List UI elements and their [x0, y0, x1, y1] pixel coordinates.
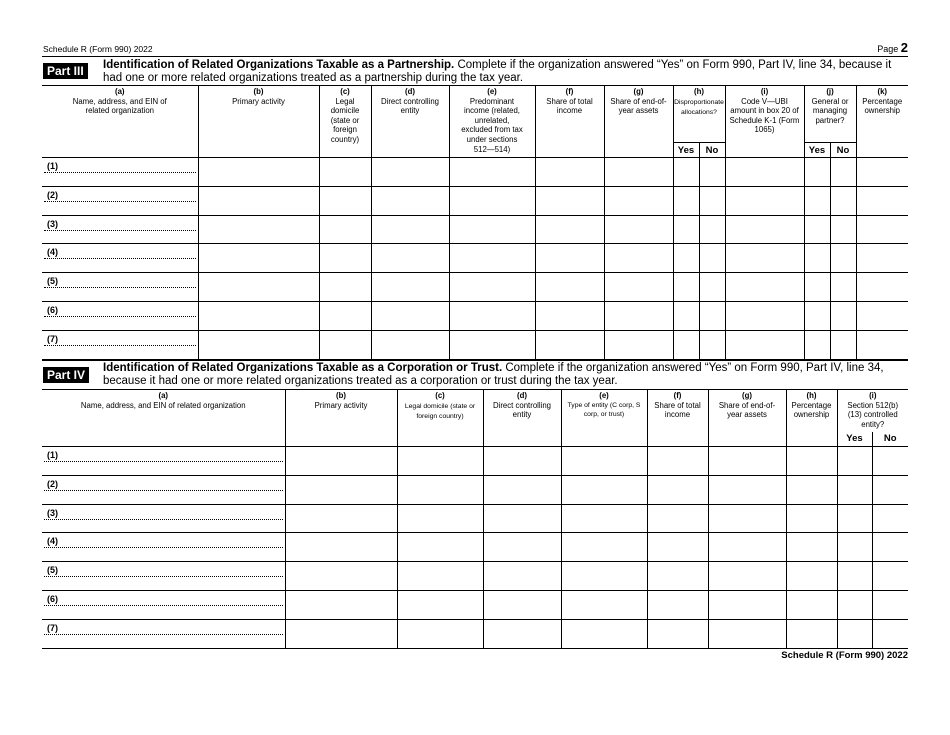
p4-row-number: (5) — [47, 565, 58, 576]
p3-row-cell[interactable] — [856, 273, 908, 302]
p3-row-cell[interactable] — [371, 273, 449, 302]
p4-row-cell[interactable] — [397, 447, 483, 476]
p4-row-number: (2) — [47, 478, 58, 489]
p3-col-j-header: (j) General or managing partner? — [804, 86, 856, 143]
p4-row-cell[interactable] — [285, 619, 397, 648]
p4-row-cell[interactable] — [561, 562, 647, 591]
p3-row-cell[interactable] — [371, 158, 449, 187]
p3-row-cell[interactable] — [699, 273, 725, 302]
p3-row-name-field[interactable] — [42, 244, 198, 273]
p3-row-number: (7) — [47, 333, 58, 344]
p3-row-cell[interactable] — [604, 330, 673, 359]
p3-row-cell[interactable] — [856, 186, 908, 215]
p4-row-number: (1) — [47, 450, 58, 460]
p4-row-cell[interactable] — [561, 504, 647, 533]
p3-row-name-field[interactable] — [42, 215, 198, 244]
p3-row-name-field[interactable] — [42, 330, 198, 359]
p3-row-cell[interactable] — [673, 330, 699, 359]
part4-badge: Part IV — [43, 367, 89, 383]
p3-row-cell[interactable] — [319, 186, 371, 215]
p3-row-cell[interactable] — [725, 158, 804, 187]
p3-row-cell[interactable] — [699, 301, 725, 330]
p4-row-cell[interactable] — [786, 475, 837, 504]
p3-row-cell[interactable] — [725, 273, 804, 302]
p3-j-no-label: No — [830, 143, 856, 158]
p4-row-cell[interactable] — [397, 475, 483, 504]
p4-row — [42, 475, 908, 504]
dotted-line — [44, 345, 196, 346]
p3-row-cell[interactable] — [830, 301, 856, 330]
p4-row-cell[interactable] — [786, 562, 837, 591]
p3-row-cell[interactable] — [804, 186, 830, 215]
p4-col-e-header: (e) Type of entity (C corp, S corp, or trust) — [561, 390, 647, 447]
p3-row-cell[interactable] — [699, 215, 725, 244]
p4-row-cell[interactable] — [285, 475, 397, 504]
p4-i-yes-label: Yes — [837, 432, 872, 447]
p3-row-cell[interactable] — [699, 330, 725, 359]
p4-row — [42, 562, 908, 591]
p4-row-cell[interactable] — [285, 590, 397, 619]
p3-row-cell[interactable] — [856, 158, 908, 187]
p4-row-cell[interactable] — [837, 619, 872, 648]
p3-row-cell[interactable] — [604, 186, 673, 215]
p4-col-d-header: (d) Direct controlling entity — [483, 390, 561, 447]
p3-row-number: (2) — [47, 189, 58, 200]
p3-row-cell[interactable] — [449, 301, 535, 330]
p3-row-name-field[interactable] — [42, 186, 198, 215]
dotted-line — [44, 287, 196, 288]
p3-row-cell[interactable] — [198, 186, 319, 215]
p4-row-cell[interactable] — [872, 590, 908, 619]
dotted-line — [44, 461, 283, 462]
p3-row-cell[interactable] — [198, 158, 319, 187]
p3-row-cell[interactable] — [604, 215, 673, 244]
p4-row-cell[interactable] — [872, 533, 908, 562]
p4-row-cell[interactable] — [397, 619, 483, 648]
p3-row-cell[interactable] — [673, 215, 699, 244]
p4-row-cell[interactable] — [285, 504, 397, 533]
p3-j-yes-label: Yes — [804, 143, 830, 158]
p4-row-number: (6) — [47, 593, 58, 604]
dotted-line — [44, 576, 283, 577]
p4-row-cell[interactable] — [708, 619, 786, 648]
p4-row-cell[interactable] — [285, 562, 397, 591]
p3-row-cell[interactable] — [804, 158, 830, 187]
p3-row-cell[interactable] — [673, 273, 699, 302]
p4-row-number: (7) — [47, 622, 58, 633]
p3-row-cell[interactable] — [371, 301, 449, 330]
header-rule — [42, 56, 908, 57]
p3-row-cell[interactable] — [856, 244, 908, 273]
p3-col-k-header: (k) Percentage ownership — [856, 86, 908, 158]
p4-row-cell[interactable] — [647, 562, 708, 591]
p4-col-c-header: (c) Legal domicile (state or foreign country) — [397, 390, 483, 447]
p4-row-cell[interactable] — [397, 562, 483, 591]
p3-row-cell[interactable] — [830, 273, 856, 302]
p3-col-h-header: (h) Disproportionate allocations? — [673, 86, 725, 143]
page-label: Page — [877, 44, 899, 54]
p3-col-g-header: (g) Share of end-of-year assets — [604, 86, 673, 158]
p4-row-cell[interactable] — [647, 619, 708, 648]
p3-row-cell[interactable] — [535, 244, 604, 273]
part3-table — [42, 85, 908, 360]
p4-row-cell[interactable] — [647, 504, 708, 533]
p3-row — [42, 186, 908, 215]
dotted-line — [44, 490, 283, 491]
part4-rule — [42, 360, 908, 361]
p3-row-cell[interactable] — [673, 186, 699, 215]
p3-row-cell[interactable] — [830, 244, 856, 273]
p4-row-name-field[interactable] — [42, 475, 285, 504]
p3-row-cell[interactable] — [198, 301, 319, 330]
p4-col-h-header: (h) Percentage ownership — [786, 390, 837, 447]
p4-row-name-field[interactable] — [42, 504, 285, 533]
p4-row — [42, 447, 908, 476]
p4-col-g-header: (g) Share of end-of-year assets — [708, 390, 786, 447]
p3-row-cell[interactable] — [371, 186, 449, 215]
p3-row-cell[interactable] — [449, 215, 535, 244]
p3-h-no-label: No — [699, 143, 725, 158]
p4-row-cell[interactable] — [397, 533, 483, 562]
p4-row-cell[interactable] — [872, 619, 908, 648]
p3-row-cell[interactable] — [198, 244, 319, 273]
p4-row-cell[interactable] — [397, 590, 483, 619]
p4-row-cell[interactable] — [837, 533, 872, 562]
part4-title — [103, 362, 903, 387]
form-footer: Schedule R (Form 990) 2022 — [781, 650, 908, 661]
p4-row-name-field[interactable] — [42, 619, 285, 648]
p3-row-cell[interactable] — [830, 330, 856, 359]
p3-row-cell[interactable] — [535, 330, 604, 359]
p4-row-cell[interactable] — [872, 504, 908, 533]
p4-row-cell[interactable] — [708, 475, 786, 504]
p3-row-cell[interactable] — [319, 158, 371, 187]
dotted-line — [44, 634, 283, 635]
p4-row-cell[interactable] — [708, 562, 786, 591]
p4-row-cell[interactable] — [483, 475, 561, 504]
p3-col-f-header: (f) Share of total income — [535, 86, 604, 158]
p4-row-cell[interactable] — [872, 447, 908, 476]
p3-row-cell[interactable] — [371, 215, 449, 244]
p4-row-cell[interactable] — [786, 533, 837, 562]
p3-row-cell[interactable] — [725, 186, 804, 215]
part4-title-rest: Complete if the organization answered “Yes” on Form 990, Part IV, line 34, because it had one or more related organizations treated as a corporation or trust during the tax year. — [103, 362, 884, 387]
p3-row-cell[interactable] — [371, 244, 449, 273]
p4-row-cell[interactable] — [708, 590, 786, 619]
p4-row — [42, 619, 908, 648]
p4-row-cell[interactable] — [483, 619, 561, 648]
p3-row-cell[interactable] — [198, 330, 319, 359]
dotted-line — [44, 519, 283, 520]
p3-row-cell[interactable] — [535, 301, 604, 330]
p3-row-cell[interactable] — [604, 158, 673, 187]
p3-row-cell[interactable] — [725, 301, 804, 330]
p4-row-cell[interactable] — [647, 590, 708, 619]
p3-row — [42, 273, 908, 302]
p3-row-name-field[interactable] — [42, 273, 198, 302]
p4-row-name-field[interactable] — [42, 590, 285, 619]
p3-row-cell[interactable] — [856, 215, 908, 244]
p3-row-cell[interactable] — [830, 158, 856, 187]
p3-row-cell[interactable] — [830, 215, 856, 244]
p4-row-cell[interactable] — [285, 447, 397, 476]
p3-row-cell[interactable] — [699, 186, 725, 215]
p3-row — [42, 244, 908, 273]
p3-row-cell[interactable] — [319, 301, 371, 330]
p3-col-b-header: (b) Primary activity — [198, 86, 319, 158]
p4-row-cell[interactable] — [708, 504, 786, 533]
p4-row-cell[interactable] — [647, 475, 708, 504]
page-number-value: 2 — [900, 40, 908, 55]
dotted-line — [44, 172, 196, 173]
p3-row-cell[interactable] — [604, 273, 673, 302]
p3-row-cell[interactable] — [673, 158, 699, 187]
dotted-line — [44, 547, 283, 548]
p4-row — [42, 533, 908, 562]
form-header-title: Schedule R (Form 990) 2022 — [43, 44, 153, 54]
p3-col-d-header: (d) Direct controlling entity — [371, 86, 449, 158]
p3-row-cell[interactable] — [371, 330, 449, 359]
p3-row-cell[interactable] — [725, 244, 804, 273]
p3-row-cell[interactable] — [449, 158, 535, 187]
p3-row-cell[interactable] — [319, 244, 371, 273]
p3-row-cell[interactable] — [804, 273, 830, 302]
p4-row-cell[interactable] — [483, 504, 561, 533]
p4-row-cell[interactable] — [708, 533, 786, 562]
p3-row-number: (1) — [47, 161, 58, 171]
p4-row-cell[interactable] — [561, 590, 647, 619]
p4-row-cell[interactable] — [786, 590, 837, 619]
p3-row-cell[interactable] — [804, 330, 830, 359]
p4-row-cell[interactable] — [561, 475, 647, 504]
p3-h-yes-label: Yes — [673, 143, 699, 158]
p4-row-cell[interactable] — [837, 475, 872, 504]
p3-col-c-header: (c) Legal domicile (state or foreign country) — [319, 86, 371, 158]
p3-row — [42, 301, 908, 330]
p3-row — [42, 215, 908, 244]
p3-row-cell[interactable] — [856, 301, 908, 330]
p4-row-name-field[interactable] — [42, 533, 285, 562]
p3-row-cell[interactable] — [699, 158, 725, 187]
part3-badge: Part III — [43, 63, 88, 79]
p3-row-cell[interactable] — [673, 301, 699, 330]
part3-title-bold: Identification of Related Organizations Taxable as a Partnership. — [103, 59, 455, 71]
p3-row-cell[interactable] — [535, 273, 604, 302]
p4-row-cell[interactable] — [483, 447, 561, 476]
p4-row-cell[interactable] — [647, 533, 708, 562]
dotted-line — [44, 230, 196, 231]
p4-row-cell[interactable] — [786, 619, 837, 648]
dotted-line — [44, 316, 196, 317]
p4-row-cell[interactable] — [837, 562, 872, 591]
p3-row-cell[interactable] — [198, 273, 319, 302]
p3-row-name-field[interactable] — [42, 158, 198, 187]
p3-row-cell[interactable] — [725, 215, 804, 244]
p3-col-e-header: (e) Predominant income (related, unrelated, excluded from tax under sections 512—514) — [449, 86, 535, 158]
p3-row-cell[interactable] — [604, 301, 673, 330]
p3-row-cell[interactable] — [319, 215, 371, 244]
p3-row-number: (6) — [47, 304, 58, 315]
p3-row-cell[interactable] — [699, 244, 725, 273]
p3-row-cell[interactable] — [804, 215, 830, 244]
p4-row — [42, 590, 908, 619]
page-number — [877, 40, 908, 55]
p4-col-i-header: (i) Section 512(b)(13) controlled entity? — [837, 390, 908, 432]
p3-row-cell[interactable] — [449, 330, 535, 359]
p4-row-cell[interactable] — [483, 533, 561, 562]
p4-row-cell[interactable] — [837, 447, 872, 476]
part4-table — [42, 389, 908, 649]
p3-row-cell[interactable] — [319, 330, 371, 359]
p4-row-cell[interactable] — [708, 447, 786, 476]
p3-row-cell[interactable] — [449, 186, 535, 215]
p4-col-b-header: (b) Primary activity — [285, 390, 397, 447]
p3-row-cell[interactable] — [535, 186, 604, 215]
p4-row-cell[interactable] — [872, 475, 908, 504]
p3-row-cell[interactable] — [604, 244, 673, 273]
p4-row-cell[interactable] — [285, 533, 397, 562]
p3-row-cell[interactable] — [804, 244, 830, 273]
p3-row — [42, 158, 908, 187]
p4-row — [42, 504, 908, 533]
p4-col-a-header: (a) Name, address, and EIN of related organization — [42, 390, 285, 447]
p3-row-cell[interactable] — [804, 301, 830, 330]
p3-row-cell[interactable] — [449, 273, 535, 302]
dotted-line — [44, 258, 196, 259]
p3-row-number: (5) — [47, 276, 58, 287]
p4-i-no-label: No — [872, 432, 908, 447]
p4-row-cell[interactable] — [786, 504, 837, 533]
p3-row-cell[interactable] — [535, 158, 604, 187]
p4-row-number: (4) — [47, 536, 58, 547]
p3-row-cell[interactable] — [449, 244, 535, 273]
p3-row-cell[interactable] — [198, 215, 319, 244]
p3-row-name-field[interactable] — [42, 301, 198, 330]
p3-col-a-header: (a) Name, address, and EIN of related organization — [42, 86, 198, 158]
dotted-line — [44, 605, 283, 606]
dotted-line — [44, 201, 196, 202]
p4-row-cell[interactable] — [483, 590, 561, 619]
p4-row-cell[interactable] — [647, 447, 708, 476]
p3-row-number: (3) — [47, 218, 58, 229]
p3-col-i-header: (i) Code V—UBI amount in box 20 of Schedule K-1 (Form 1065) — [725, 86, 804, 158]
p4-col-f-header: (f) Share of total income — [647, 390, 708, 447]
p4-row-cell[interactable] — [837, 590, 872, 619]
p4-row-cell[interactable] — [561, 447, 647, 476]
p3-row-cell[interactable] — [673, 244, 699, 273]
part4-title-bold: Identification of Related Organizations Taxable as a Corporation or Trust. — [103, 362, 503, 374]
p3-row-number: (4) — [47, 247, 58, 258]
p4-row-cell[interactable] — [561, 619, 647, 648]
p3-row-cell[interactable] — [319, 273, 371, 302]
p3-row-cell[interactable] — [535, 215, 604, 244]
p4-row-cell[interactable] — [561, 533, 647, 562]
p4-row-cell[interactable] — [397, 504, 483, 533]
p4-row-number: (3) — [47, 507, 58, 518]
p3-row-cell[interactable] — [725, 330, 804, 359]
p4-row-name-field[interactable] — [42, 447, 285, 476]
p3-row-cell[interactable] — [856, 330, 908, 359]
p4-row-cell[interactable] — [837, 504, 872, 533]
p4-row-cell[interactable] — [872, 562, 908, 591]
p4-row-name-field[interactable] — [42, 562, 285, 591]
p4-row-cell[interactable] — [786, 447, 837, 476]
p3-row-cell[interactable] — [830, 186, 856, 215]
p4-row-cell[interactable] — [483, 562, 561, 591]
p3-row — [42, 330, 908, 359]
part3-title — [103, 59, 903, 84]
part3-title-rest: Complete if the organization answered “Yes” on Form 990, Part IV, line 34, because it had one or more related organizations treated as a partnership during the tax year. — [103, 59, 892, 84]
